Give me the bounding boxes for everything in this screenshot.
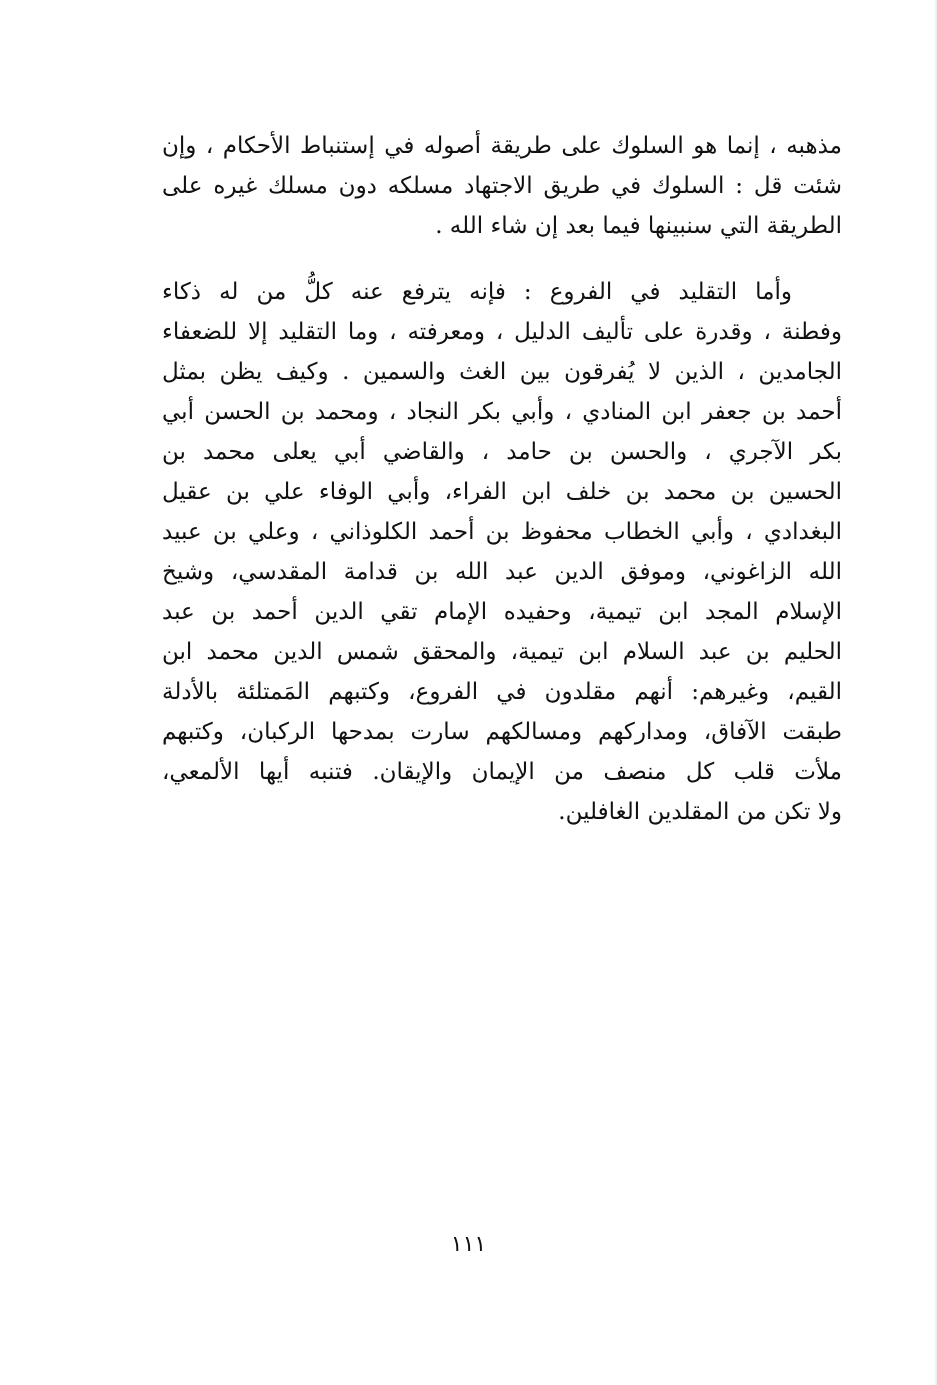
paragraph-2 [162,272,842,832]
text-line: الطريقة التي سنبينها فيما بعد إن شاء الله . [435,213,842,239]
text-line: الحليم بن عبد السلام ابن تيمية، والمحقق شمس الدين محمد ابن [162,639,842,665]
text-line: وفطنة ، وقدرة على تأليف الدليل ، ومعرفته ، وما التقليد إلا للضعفاء [162,319,842,345]
text-line: أحمد بن جعفر ابن المنادي ، وأبي بكر النجاد ، ومحمد بن الحسن أبي [162,399,842,425]
text-line: ملأت قلب كل منصف من الإيمان والإيقان. فتنبه أيها الألمعي، [162,759,842,785]
text-line: مذهبه ، إنما هو السلوك على طريقة أصوله في إستنباط الأحكام ، وإن [162,133,842,159]
text-line: الإسلام المجد ابن تيمية، وحفيده الإمام تقي الدين أحمد بن عبد [162,599,842,625]
text-line: الله الزاغوني، وموفق الدين عبد الله بن قدامة المقدسي، وشيخ [162,559,842,585]
text-line: بكر الآجري ، والحسن بن حامد ، والقاضي أبي يعلى محمد بن [162,439,842,465]
text-line: طبقت الآفاق، ومداركهم ومسالكهم سارت بمدحها الركبان، وكتبهم [162,719,842,745]
text-line: الجامدين ، الذين لا يُفرقون بين الغث والسمين . وكيف يظن بمثل [162,359,842,385]
text-line: شئت قل : السلوك في طريق الاجتهاد مسلكه دون مسلك غيره على [162,173,842,199]
text-line: ولا تكن من المقلدين الغافلين. [558,799,842,825]
page-number: ١١١ [450,1232,487,1257]
text-line: وأما التقليد في الفروع : فإنه يترفع عنه كلُّ من له ذكاء [162,279,792,305]
text-line: الحسين بن محمد بن خلف ابن الفراء، وأبي الوفاء علي بن عقيل [162,479,842,505]
text-line: القيم، وغيرهم: أنهم مقلدون في الفروع، وكتبهم المَمتلئة بالأدلة [162,679,842,705]
text-line: البغدادي ، وأبي الخطاب محفوظ بن أحمد الكلوذاني ، وعلي بن عبيد [162,519,842,545]
paragraph-1 [162,126,842,246]
